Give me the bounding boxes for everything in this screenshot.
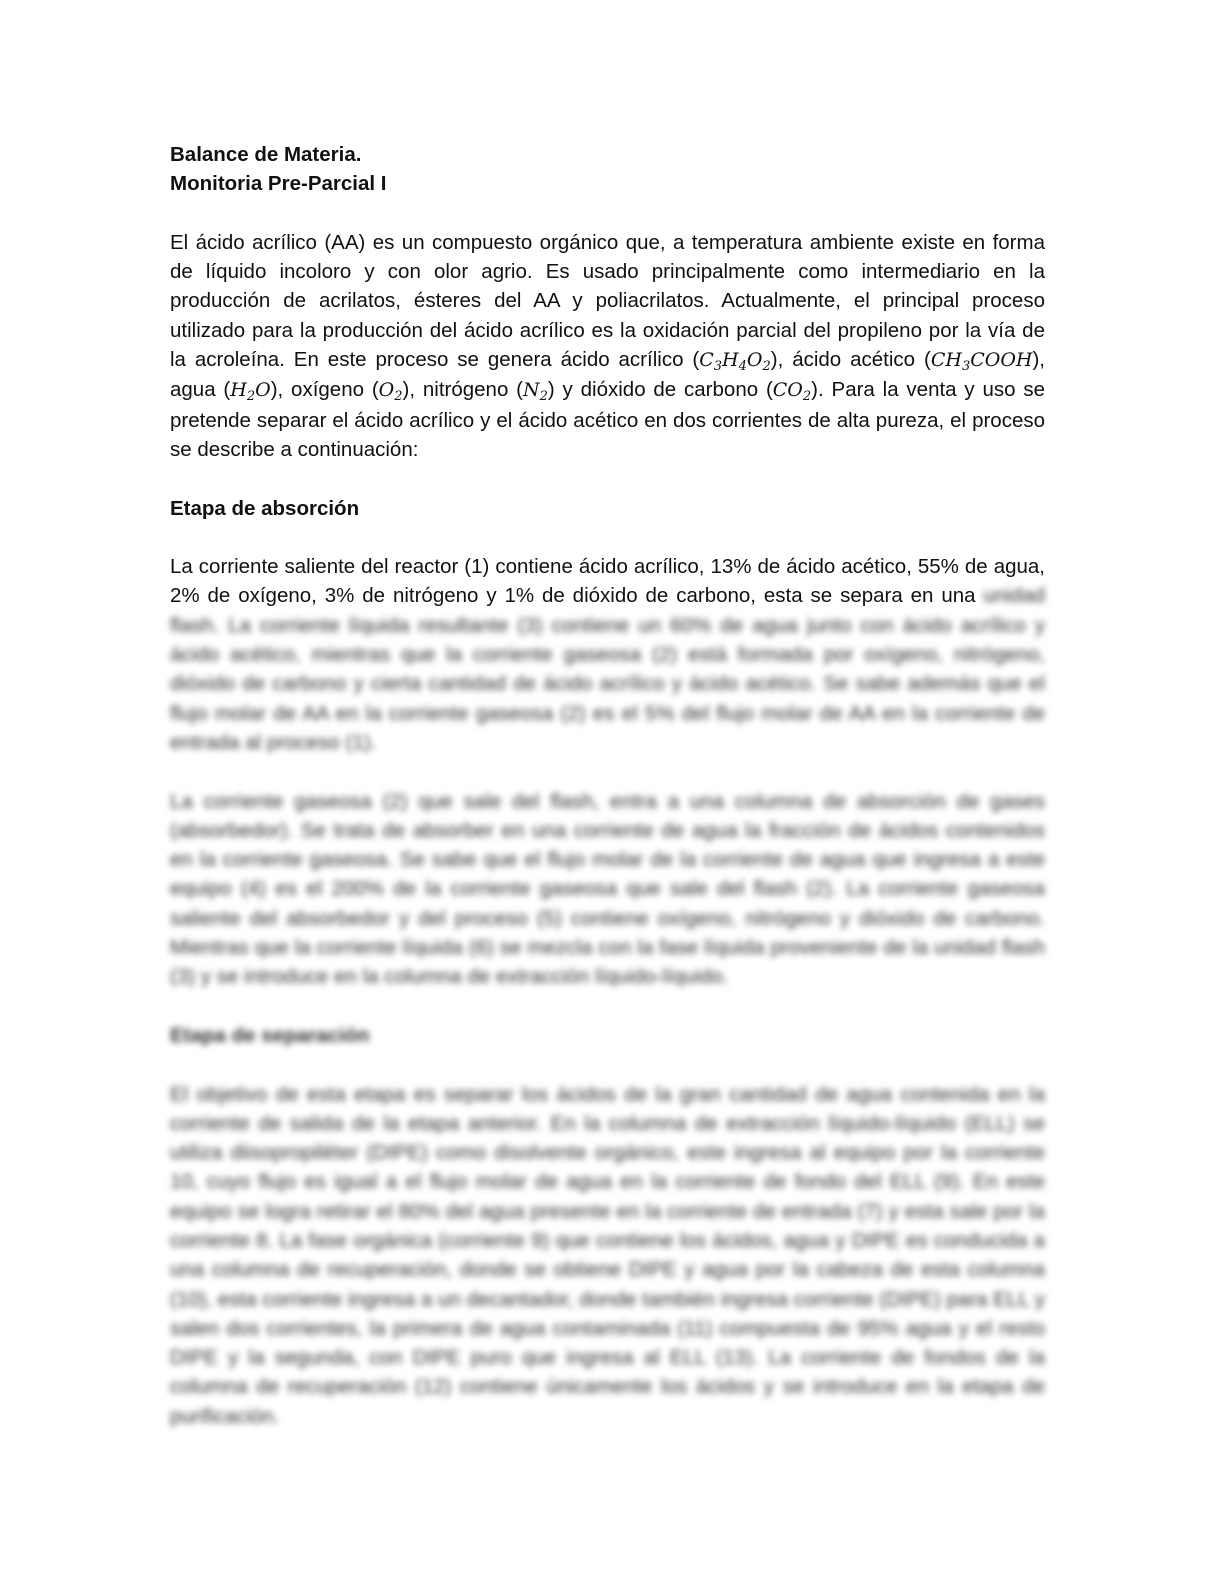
spacer bbox=[170, 992, 1045, 1021]
document-page bbox=[170, 140, 1045, 1431]
spacer bbox=[170, 464, 1045, 493]
blurred-text: unidad flash. La corriente líquida resultante (3) contiene un 60% de agua junto con ácido acrílico y ácido acético, mientras que la corriente gaseosa (2) está formada por oxígeno, nitrógeno, dióxido de carbono y cierta cantidad de ácido acrílico y ácido acético. Se sabe además que el flujo molar de AA en la corriente gaseosa (2) es el 5% del flujo molar de AA en la corriente de entrada al proceso (1). bbox=[170, 584, 1045, 754]
document-subtitle: Monitoria Pre-Parcial I bbox=[170, 172, 387, 196]
document-title: Balance de Materia. bbox=[170, 143, 362, 166]
absorption-paragraph-1 bbox=[170, 552, 1045, 757]
formula-nitrogen: $N_2$ bbox=[523, 379, 548, 405]
spacer bbox=[170, 1050, 1045, 1079]
spacer bbox=[170, 757, 1045, 786]
absorption-paragraph-2: La corriente gaseosa (2) que sale del flash, entra a una columna de absorción de gases (absorbedor). Se trata de absorber en una corriente de agua la fracción de ácidos contenidos en la corriente gaseosa. Se sabe que el flujo molar de la corriente de agua que ingresa a este equipo (4) es el 200% de la corriente gaseosa que sale del flash (2). La corriente gaseosa saliente del absorbedor y del proceso (5) contiene oxígeno, nitrógeno y dióxido de carbono. Mientras que la corriente líquida (6) se mezcla con la fase líquida proveniente de la unidad flash (3) y se introduce en la columna de extracción líquido-líquido. bbox=[170, 789, 1045, 989]
intro-text: ), nitrógeno ( bbox=[402, 378, 523, 402]
section-heading-separation: Etapa de separación bbox=[170, 1023, 370, 1047]
formula-carbon-dioxide: $CO_2$ bbox=[772, 379, 812, 405]
formula-acetic-acid: $CH_3COOH$ bbox=[930, 349, 1033, 375]
spacer bbox=[170, 523, 1045, 552]
intro-paragraph bbox=[170, 228, 1045, 464]
intro-text: ), agua ( bbox=[170, 348, 1046, 402]
intro-text: ), oxígeno ( bbox=[270, 378, 379, 402]
intro-text: ), ácido acético ( bbox=[770, 348, 931, 372]
separation-paragraph-1: El objetivo de esta etapa es separar los ácidos de la gran cantidad de agua contenida en la corriente de salida de la etapa anterior. En la columna de extracción líquido-líquido (ELL) se utiliza diisopropiléter (DIPE) como disolvente orgánico, este ingresa al equipo por la corriente 10, cuyo flujo es igual a el flujo molar de agua en la corriente de fondo del ELL (9). En este equipo se logra retirar el 80% del agua presente en la corriente de entrada (7) y esta sale por la corriente 8. La fase orgánica (corriente 9) que contiene los ácidos, agua y DIPE es conducida a una columna de recuperación, donde se obtiene DIPE y agua por la cabeza de esta columna (10), esta corriente ingresa a un decantador, donde también ingresa corriente (DIPE) para ELL y salen dos corrientes, la primera de agua contaminada (11) compuesta de 95% agua y el resto DIPE y la segunda, con DIPE puro que ingresa al ELL (13). La corriente de fondos de la columna de recuperación (12) contiene únicamente los ácidos y se introduce en la etapa de purificación. bbox=[170, 1082, 1045, 1428]
intro-text: ) y dióxido de carbono ( bbox=[547, 378, 773, 402]
spacer bbox=[170, 199, 1045, 228]
formula-water: $H_2O$ bbox=[230, 379, 271, 405]
formula-oxygen: $O_2$ bbox=[378, 379, 403, 405]
section-heading-absorption: Etapa de absorción bbox=[170, 496, 360, 520]
formula-acrylic-acid: $C_3H_4O_2$ bbox=[699, 349, 771, 375]
intro-text: El ácido acrílico (AA) es un compuesto orgánico que, a temperatura ambiente existe en forma de líquido incoloro y con olor agrio. Es usado principalmente como intermediario en la producción de acrilatos, ésteres del AA y poliacrilatos. Actualmente, el principal proceso utilizado para la producción del ácido acrílico es la oxidación parcial del propileno por la vía de la acroleína. En este proceso se genera ácido acrílico ( bbox=[170, 230, 1045, 372]
intro-text: ). Para la venta y uso se pretende separar el ácido acrílico y el ácido acético en dos corrientes de alta pureza, el proceso se describe a continuación: bbox=[170, 378, 1045, 461]
visible-text: La corriente saliente del reactor (1) contiene ácido acrílico, 13% de ácido acético, 55% de agua, 2% de oxígeno, 3% de nitrógeno y 1% de dióxido de carbono, esta se separa en una bbox=[170, 555, 1045, 608]
